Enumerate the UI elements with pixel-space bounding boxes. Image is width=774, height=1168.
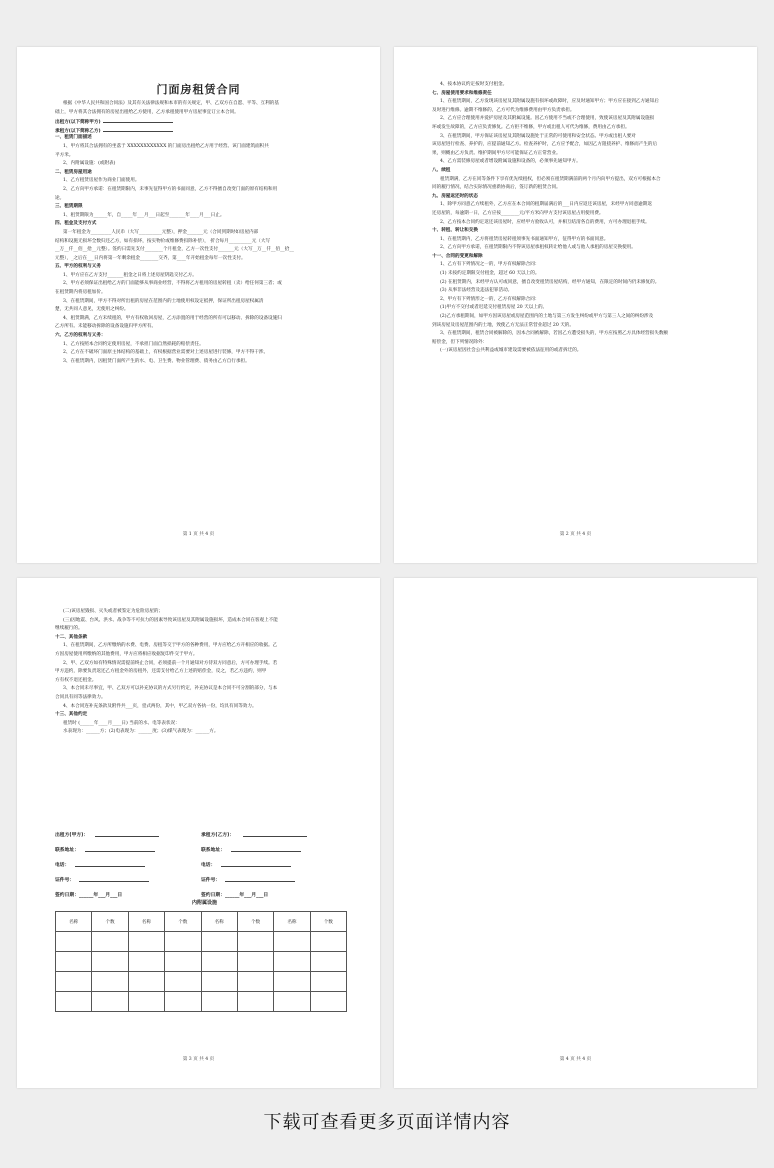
table-row [56, 972, 347, 992]
text-line: 3、在租赁期间，租赁合同被解除的，因本合同被解除，若因乙方遭受损失的，甲方应按照乙方具体经营损失数额 [440, 331, 669, 337]
text-line: 4、租赁期满，乙方未续租的，甲方有权收回房屋，乙方添置的用于经营的所有可以移动、拆除的设备设施归 [63, 315, 282, 321]
text-line: 合同具有同等法律效力。 [55, 694, 106, 700]
page-number: 第 4 页 共 4 页 [559, 1057, 592, 1062]
text-line: 2、内附属设施：(或附表) [63, 161, 116, 167]
page-number: 第 2 页 共 4 页 [559, 532, 592, 537]
text-line: 方因房屋使用所缴纳的其他费用，甲方应将相应收据复印件交于甲方。 [55, 651, 198, 657]
column-header: 名称 [128, 912, 164, 932]
lessee-label: 承租方(乙方)： [201, 833, 235, 838]
text-line: 甲方违约，除要负责返还乙方租金外的房租外，还需支付给乙方上述的赔偿金，反之，若乙方违约，则甲 [55, 669, 267, 675]
contract-title: 门面房租赁合同 [156, 83, 241, 96]
section-heading: 一、租赁门面描述 [55, 135, 92, 141]
text-line: 果，则概由乙方负责。维护期间甲方尽可能保证乙方正常营业。 [432, 150, 561, 156]
document-page-2 [394, 47, 757, 563]
text-line: (2) 在租赁期内，未经甲方认可或同意，擅自改变租赁房屋结构，经甲方通知，在限定的时间内仍未修复的。 [440, 279, 660, 285]
text-line: 1、乙方有下列情况之一的，甲方有权解除合同： [440, 262, 540, 268]
text-line: 途。 [55, 195, 65, 201]
text-line: 租赁时 (______年____月____日) 当前的水、电等表状况： [63, 720, 180, 726]
column-header: 个数 [92, 912, 128, 932]
lessee-date: 签约日期：______年___月___日 [201, 893, 269, 898]
section-heading: 二、租赁房屋用途 [55, 169, 92, 175]
lessor-address-label: 联系地址： [55, 848, 79, 853]
text-line: 2、甲方有下列情形之一的，乙方有权解除合同： [440, 296, 540, 302]
section-heading: 七、房屋使用要求和维修责任 [432, 90, 492, 96]
text-line: 坏或发生故障的，乙方应负责修复。乙方拒不维修，甲方或出租人可代为维修，费用由乙方承担。 [432, 124, 630, 130]
text-line: 继续履行的。 [55, 626, 83, 632]
text-line: (1)甲方不交付或者迟延交付租赁房屋 20 天以上的。 [440, 305, 548, 311]
text-line: __万__仟__佰__拾__元整）。签约日需先支付________个月租金，乙方一次性支付_______元（大写__万__仟__佰__拾__ [55, 247, 294, 253]
text-line: 乙方所有。未能移动拆除的设备设施归甲方所有。 [55, 324, 157, 330]
table-row [56, 952, 347, 972]
text-line: 2、乙方按本合同约定返还该房屋时，应经甲方验收认可，并相互结清各自的费用，方可办理退租手续。 [440, 219, 650, 225]
text-line: 还房屋的，每逾期一日，乙方应按________元/平方米向甲方支付该房屋占用使用费。 [432, 210, 604, 216]
table-cell [56, 972, 92, 992]
column-header: 名称 [274, 912, 310, 932]
lessor-label: 出租方(甲方)： [55, 833, 89, 838]
section-heading: 三、租赁期限 [55, 204, 83, 210]
section-heading: 八、续租 [432, 167, 451, 173]
section-heading: 十二、其他条款 [55, 634, 88, 640]
text-line: 赔偿金，但下列情况除外： [432, 339, 488, 345]
column-header: 个数 [310, 912, 346, 932]
table-cell [56, 992, 92, 1012]
section-heading: 四、租金及支付方式 [55, 221, 97, 227]
section-heading: 十三、其他约定 [55, 712, 88, 718]
table-cell [201, 932, 237, 952]
lessor-date: 签约日期：______年___月___日 [55, 893, 123, 898]
table-cell [128, 992, 164, 1012]
text-line: 2、甲、乙双方如有特殊情况需提前终止合同，必须提前一个月通知对方待双方同意后，方可办理手续。若 [63, 660, 278, 666]
text-line: 1、乙方租赁房屋作为商业门面使用。 [63, 178, 140, 184]
table-cell [56, 932, 92, 952]
text-line: 2、乙方应合理使用并爱护房屋及其附属设施。因乙方使用不当或不合理使用，致使该房屋及其附属设施损 [440, 116, 655, 122]
table-cell [201, 952, 237, 972]
text-line: 平方米。 [55, 152, 74, 158]
text-line: 同的履行情况，结合实际情况重新协商后，签订新的租赁合同。 [432, 185, 561, 191]
table-cell [274, 932, 310, 952]
table-cell [201, 972, 237, 992]
document-page-3 [17, 578, 380, 1088]
text-line: 4、按本协议约定按时支付租金。 [440, 82, 508, 87]
table-cell [237, 972, 273, 992]
section-heading: 承租方(以下简称乙方) [55, 126, 354, 135]
table-cell [92, 932, 128, 952]
section-heading: 六、乙方的权利与义务： [55, 333, 106, 339]
text-line: 到该房屋及房屋范围内的土地，致使乙方无法正常营业超过 20 天的。 [432, 322, 574, 328]
section-heading: 十、转租、转让和交换 [432, 228, 478, 234]
table-cell [165, 972, 201, 992]
text-line: 第一年租金为_________人民币（大写__________元整），押金_______元（合同到期时如房屋内部 [63, 229, 259, 235]
text-line: 3、在租赁期内，因租赁门面所产生的水、电、卫生费、物业管理费、债务由乙方自行承担。 [63, 358, 250, 364]
table-cell [92, 992, 128, 1012]
section-heading: 出租方(以下简称甲方) [55, 117, 354, 126]
lessor-phone-label: 电话： [55, 863, 70, 868]
text-line: 1、除甲方同意乙方续租外，乙方应在本合同的租期届满后的___日内应返还该房屋，未经甲方同意逾期返 [440, 202, 652, 208]
table-cell [201, 992, 237, 1012]
table-cell [237, 932, 273, 952]
column-header: 个数 [165, 912, 201, 932]
text-line: 1、在租赁期间，乙方发现该房屋及其附属设施有损坏或故障时，应及时通知甲方；甲方应在接到乙方通知后 [440, 99, 659, 105]
text-line: 方有权不退还租金。 [55, 677, 97, 683]
table-cell [128, 932, 164, 952]
table-row [56, 932, 347, 952]
table-header-row [56, 912, 347, 932]
table-cell [92, 952, 128, 972]
text-line: 在租赁期内将房租加价。 [55, 290, 106, 296]
text-line: (二)该房屋毁损、灭失或者被鉴定为危险房屋的； [63, 609, 164, 614]
table-cell [310, 992, 346, 1012]
text-line: 3、在租赁期间，甲方保证该房屋及其附属设施处于正常的可使用和安全状态。甲方或出租人要对 [440, 133, 636, 139]
text-line: 3、在租赁期间，甲方不得对所出租的房屋在范围内的土地使用权设定抵押，保证所出租房屋权属清 [63, 298, 264, 304]
text-line: (3) 从事非法经营及违法犯罪活动。 [440, 288, 513, 294]
table-cell [128, 972, 164, 992]
document-page-4 [394, 578, 757, 1088]
text-line: 1、在租赁期间，乙方所缴纳的水费、电费、房租等交于甲方的各种费用，甲方应给乙方开相应的收据。乙 [63, 643, 278, 649]
text-line: 础上，甲方将其合法拥有的房屋出租给乙方使用，乙方承租使用甲方房屋事宜订立本合同。 [55, 109, 239, 115]
column-header: 个数 [237, 912, 273, 932]
text-line: 根据《中华人民共和国合同法》及其有关法律法规和本市的有关规定，甲、乙双方在自愿、平等、互利的基 [63, 101, 279, 106]
text-line: 水表现为：______方；(2)电表现为：______度；(3)煤气表现为：______方。 [63, 729, 219, 735]
text-line: 2、乙方向甲方承诺，在租赁期限内不得该房屋承租权转让给他人或与他人承租的房屋交换使用。 [440, 245, 636, 251]
table-cell [274, 972, 310, 992]
section-heading: 九、房屋返还时的状态 [432, 193, 478, 199]
text-line: 2、乙方在不破坏门面原主体结构的基础上，有权根据营业需要对上述房屋进行装修，甲方不得干涉。 [63, 350, 269, 356]
lessee-address-label: 联系地址： [201, 848, 225, 853]
text-line: 1、乙方按照本合同约定使用房屋，不承担门面自然损耗的赔偿责任。 [63, 341, 204, 347]
table-cell [237, 952, 273, 972]
text-line: 4、乙方需装修房屋或者增设附属设施和设备的，必须事先通知甲方。 [440, 159, 581, 165]
lessee-id-label: 证件号： [201, 878, 221, 883]
text-line: 2、乙方向甲方承诺：在租赁期限内，未事先征得甲方的书面同意，乙方不得擅自改变门面的原有结构和用 [63, 186, 278, 192]
table-cell [165, 952, 201, 972]
table-row [56, 992, 347, 1012]
table-cell [310, 952, 346, 972]
column-header: 名称 [201, 912, 237, 932]
text-line: (一)该房屋因社会公共利益或城市建设需要被依法征用的或者拆迁的。 [440, 348, 582, 354]
table-cell [56, 952, 92, 972]
table-cell [274, 992, 310, 1012]
lessor-id-label: 证件号： [55, 878, 75, 883]
table-cell [274, 952, 310, 972]
text-line: 3、本合同未尽事宜，甲、乙双方可以补充协议的方式另行约定，补充协议是本合同不可分割的部分，与本 [63, 686, 278, 692]
text-line: 1、甲方将其合法拥有的坐落于 XXXXXXXXXXXX 的门面房出租给乙方用于经营。该门面建筑面积共 [63, 143, 269, 149]
text-line: 元整），_之后在___日内将第一年剩余租金________交齐，第____年开始租金每年一次性支付。 [55, 255, 246, 261]
table-cell [128, 952, 164, 972]
attachment-title: 内附属设施 [191, 900, 217, 906]
table-cell [92, 972, 128, 992]
lessee-phone-label: 电话： [201, 863, 216, 868]
text-line: 楚，无共同人意见，无使用之纠纷。 [55, 307, 129, 313]
page-2-text [432, 81, 731, 356]
page-number: 第 3 页 共 4 页 [182, 1057, 215, 1062]
text-line: 4、本合同连补充条款及附件共___页，壹式两份，其中，甲乙双方各执一份，均具有同等效力。 [63, 703, 257, 709]
page-1-text [55, 100, 354, 366]
table-cell [310, 972, 346, 992]
text-line: (2)乙方承租期间，如甲方因该房屋或房屋范围内的土地与第三方发生纠纷或甲方与第三人之间的纠纷涉及 [440, 314, 654, 320]
table-cell [165, 992, 201, 1012]
text-line: (三)因地震、台风、洪水、战争等不可抗力的因素导致该房屋及其附属设施损坏，造成本合同在客观上不能 [63, 617, 278, 623]
text-line: 2、甲方必须保证出租给乙方的门面能够从事商业经营，不得将乙方租用的房屋转租（卖）给任何第三者；或 [63, 281, 282, 287]
download-caption: 下载可查看更多页面详情内容 [263, 1112, 511, 1133]
page-3-text [55, 608, 354, 737]
table-cell [310, 932, 346, 952]
text-line: 该房屋进行检查、养护的，应提前通知乙方。检查养护时，乙方应予配合，如因乙方阻挠养护、维修而产生的后 [432, 142, 658, 148]
column-header: 名称 [56, 912, 92, 932]
table-cell [165, 932, 201, 952]
text-line: 结构和设施无损坏全数归还乙方，如有损坏，按实物价或维修费扣除补偿）， 折合每月__________元（大写 [55, 238, 271, 244]
table-cell [237, 992, 273, 1012]
section-heading: 十一、合同的变更和解除 [432, 253, 483, 259]
text-line: 及时进行维修。逾期不维修的，乙方可代为维修费用由甲方负责承担。 [432, 107, 575, 113]
attachment-table [55, 911, 347, 1012]
text-line: 租赁期满，乙方在同等条件下享有优先续租权，但必须在租赁期满前的两个月内向甲方提出，双方可根据本合 [440, 176, 661, 182]
text-line: 1、租赁期限为______年，自_____年___月___日起至_______年____月___日止。 [63, 212, 225, 218]
document-page-1 [17, 47, 380, 563]
section-heading: 五、甲方的权利与义务 [55, 264, 101, 270]
text-line: (1) 未按约定期限交付租金，超过 60 天以上的。 [440, 271, 540, 277]
text-line: 1、甲方应在乙方支付_______租金之日将上述房屋钥匙交付乙方。 [63, 272, 197, 278]
text-line: 1、在租赁期内，乙方将租赁房屋转租须事先书面通知甲方，征得甲方的书面同意。 [440, 236, 609, 242]
page-number: 第 1 页 共 4 页 [182, 532, 215, 537]
